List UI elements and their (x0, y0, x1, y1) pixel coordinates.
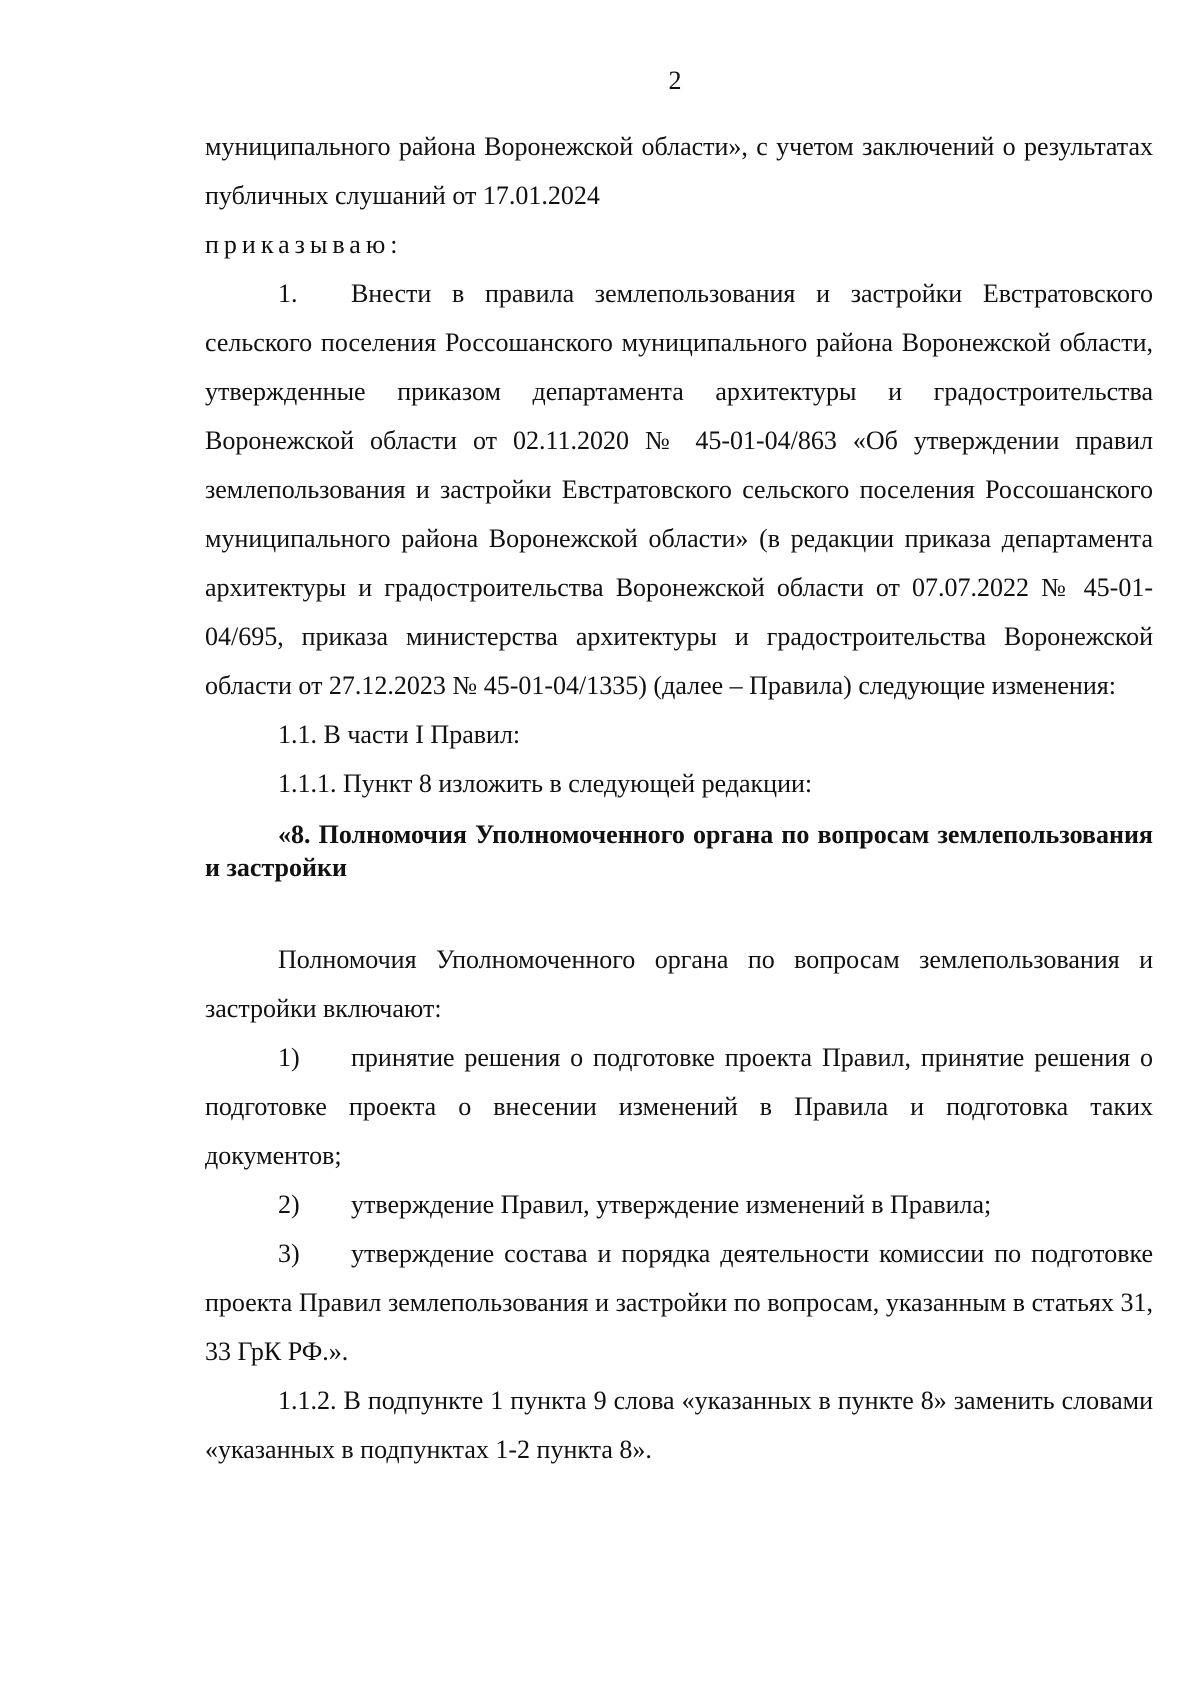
paragraph-order: приказываю: (205, 230, 403, 259)
page-number: 2 (668, 66, 682, 95)
section-heading: «8. Полномочия Уполномоченного органа по вопросам землепользования и застройки (205, 820, 1153, 882)
paragraph-intro: муниципального района Воронежской области», с учетом заключений о результатах публичных слушаний от 17.01.2024 (205, 132, 1153, 210)
list-number: 3) (278, 1239, 300, 1268)
list-text: утверждение Правил, утверждение изменений в Правила; (351, 1190, 992, 1219)
list-item-1 (205, 1033, 1153, 1180)
list-text: утверждение состава и порядка деятельности комиссии по подготовке проекта Правил землепользования и застройки по вопросам, указанным в статьях 31, 33 ГрК РФ.». (205, 1239, 1153, 1366)
paragraph-powers: Полномочия Уполномоченного органа по вопросам землепользования и застройки включают: (205, 945, 1153, 1023)
list-item-3 (205, 1229, 1153, 1376)
list-number: 1) (278, 1043, 300, 1072)
item-number: 1. (278, 279, 298, 308)
paragraph-1-1-2: 1.1.2. В подпункте 1 пункта 9 слова «указанных в пункте 8» заменить словами «указанных в подпунктах 1-2 пункта 8». (205, 1386, 1153, 1464)
document-body (205, 122, 1153, 1474)
item-text: Внести в правила землепользования и застройки Евстратовского сельского поселения Россошанского муниципального района Воронежской области, утвержденные приказом департамента архитектуры и градостроительства Воронежской области от 02.11.2020 № 45-01-04/863 «Об утверждении правил землепользования и застройки Евстратовского сельского поселения Россошанского муниципального района Воронежской области» (в редакции приказа департамента архитектуры и градостроительства Воронежской области от 07.07.2022 № 45-01-04/695, приказа министерства архитектуры и градостроительства Воронежской области от 27.12.2023 № 45-01-04/1335) (далее – Правила) следующие изменения: (205, 279, 1153, 700)
paragraph-item-1 (205, 269, 1153, 710)
list-item-2 (205, 1180, 1153, 1229)
list-text: принятие решения о подготовке проекта Правил, принятие решения о подготовке проекта о внесении изменений в Правила и подготовка таких документов; (205, 1043, 1153, 1170)
list-number: 2) (278, 1190, 300, 1219)
paragraph-1-1: 1.1. В части I Правил: (278, 720, 521, 749)
paragraph-1-1-1: 1.1.1. Пункт 8 изложить в следующей редакции: (278, 769, 813, 798)
